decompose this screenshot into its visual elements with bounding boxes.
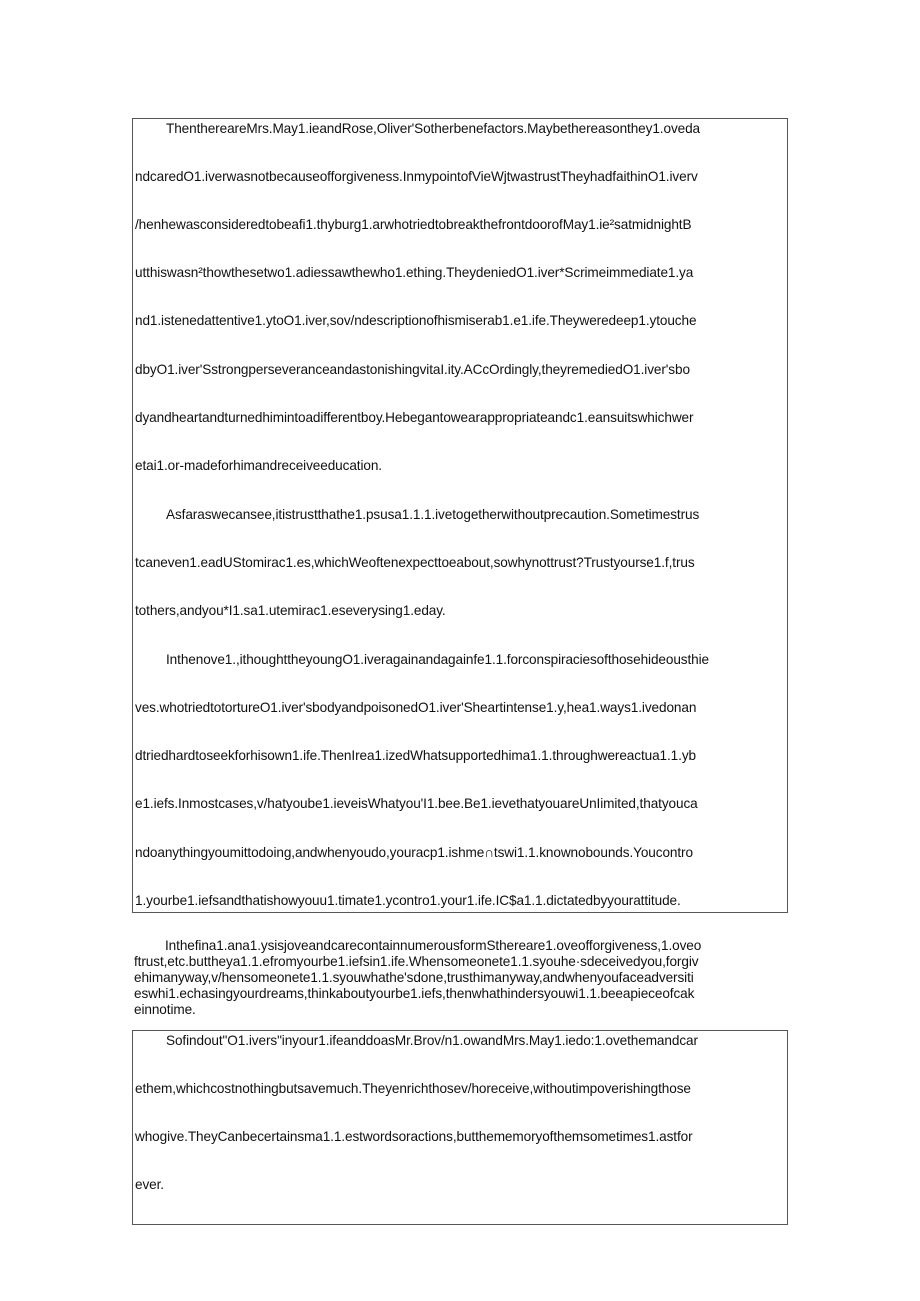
p1-line-2: ndcaredO1.iverwasnotbecauseofforgiveness.InmypointofVieWjtwastrustTheyhadfaithinO1.iverv bbox=[135, 169, 698, 184]
p1-line-1: ThenthereareMrs.May1.ieandRose,Oliver'Sotherbenefactors.Maybethereasonthey1.oveda bbox=[166, 121, 701, 136]
p1-line-8: etai1.or-madeforhimandreceiveeducation. bbox=[135, 458, 382, 473]
p4-line-3: ehimanyway,v/hensomeonete1.1.syouwhathe'sdone,trusthimanyway,andwhenyoufaceadversiti bbox=[134, 970, 694, 985]
p4-line-1: Inthefina1.ana1.ysisjoveandcarecontainnumerousformSthereare1.oveofforgiveness,1.oveo bbox=[165, 938, 702, 953]
p4-line-4: eswhi1.echasingyourdreams,thinkaboutyourbe1.iefs,thenwhathindersyouwi1.1.beeapieceofcak bbox=[134, 986, 695, 1001]
p5-line-3: whogive.TheyCanbecertainsma1.1.estwordsoractions,butthememoryofthemsometimes1.astfor bbox=[135, 1129, 693, 1144]
p3-line-2: ves.whotriedtotortureO1.iver'sbodyandpoisonedO1.iver'Sheartintense1.y,hea1.ways1.ivedonan bbox=[135, 700, 697, 715]
p3-line-6: 1.yourbe1.iefsandthatishowyouu1.timate1.ycontro1.your1.ife.IC$a1.1.dictatedbyyourattitude. bbox=[135, 893, 681, 908]
text-box-bottom bbox=[132, 1030, 788, 1225]
p5-line-1: Sofindout"O1.ivers"inyour1.ifeanddoasMr.Brov/n1.owandMrs.May1.iedo:1.ovethemandcar bbox=[166, 1033, 698, 1048]
p3-line-5: ndoanythingyoumittodoing,andwhenyoudo,youracp1.ishme∩tswi1.1.knownobounds.Youcontro bbox=[135, 845, 693, 860]
p2-line-2: tcaneven1.eadUStomirac1.es,whichWeoftenexpecttoeabout,sowhynottrust?Trustyourse1.f,trus bbox=[135, 555, 695, 570]
p3-line-4: e1.iefs.Inmostcases,v/hatyoube1.ieveisWhatyou'I1.bee.Be1.ievethatyouareUnIimited,thatyouca bbox=[135, 796, 698, 811]
p1-line-5: nd1.istenedattentive1.ytoO1.iver,sov/ndescriptionofhismiserab1.e1.ife.Theyweredeep1.ytouche bbox=[135, 313, 697, 328]
p1-line-3: /henhewasconsideredtobeafi1.thyburg1.arwhotriedtobreakthefrontdoorofMay1.ie²satmidnightB bbox=[135, 217, 692, 232]
p4-line-2: ftrust,etc.buttheya1.1.efromyourbe1.iefsin1.ife.Whensomeonete1.1.syouhe·sdeceivedyou,forgiv bbox=[134, 954, 699, 969]
p5-line-4: ever. bbox=[135, 1177, 164, 1192]
text-box-top bbox=[132, 118, 788, 913]
paragraph-unboxed bbox=[134, 938, 786, 1018]
p3-line-3: dtriedhardtoseekforhisown1.ife.ThenIrea1.izedWhatsupportedhima1.1.throughwereactua1.1.yb bbox=[135, 748, 696, 763]
p1-line-4: utthiswasn²thowthesetwo1.adiessawthewho1.ething.TheydeniedO1.iver*Scrimeimmediate1.ya bbox=[135, 265, 694, 280]
p1-line-6: dbyO1.iver'SstrongperseveranceandastonishingvitaI.ity.ACcOrdingly,theyremediedO1.iver'sbo bbox=[135, 362, 690, 377]
p5-line-2: ethem,whichcostnothingbutsavemuch.Theyenrichthosev/horeceive,withoutimpoverishingthose bbox=[135, 1081, 691, 1096]
p4-line-5: einnotime. bbox=[134, 1002, 196, 1017]
p1-line-7: dyandheartandturnedhimintoadifferentboy.Hebegantowearappropriateandc1.eansuitswhichwer bbox=[135, 410, 694, 425]
p2-line-3: tothers,andyou*I1.sa1.utemirac1.eseverysing1.eday. bbox=[135, 603, 446, 618]
p2-line-1: Asfaraswecansee,itistrustthathe1.psusa1.1.1.ivetogetherwithoutprecaution.Sometimestrus bbox=[166, 507, 700, 522]
p3-line-1: Inthenove1.,ithoughttheyoungO1.iveragainandagainfe1.1.forconspiraciesofthosehideousthie bbox=[166, 652, 710, 667]
